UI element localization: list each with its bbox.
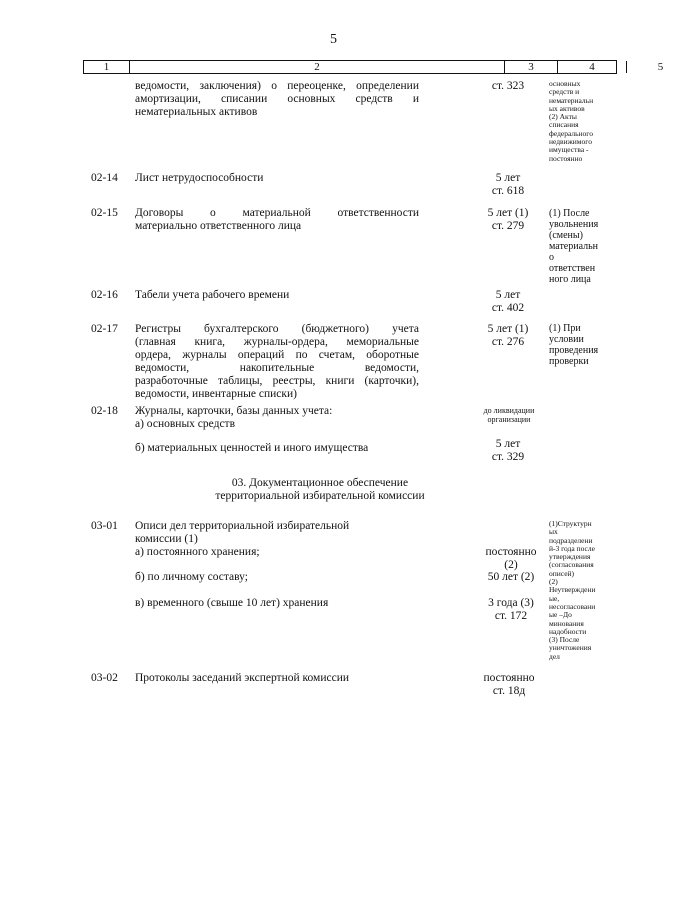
row-period [476, 672, 542, 698]
note-line: ые, [549, 593, 560, 603]
title-line: а) основных средств [135, 418, 236, 430]
period-line: ст. 172 [494, 610, 528, 622]
period-line: постоянно [485, 546, 537, 558]
period-line: ст. 276 [491, 336, 525, 348]
title-line: (главная книга, журналы-ордера, мемориальные [135, 336, 419, 348]
note-line: основных [549, 79, 581, 88]
note-line: проверки [549, 356, 589, 367]
header-col-1: 1 [103, 61, 110, 73]
note-line: федерального [549, 128, 593, 138]
row-code: 02-15 [91, 207, 118, 219]
period-line: 5 лет (1) [487, 207, 529, 219]
row-code: 03-02 [91, 672, 118, 684]
row-code: 02-17 [91, 323, 118, 335]
note-line: (2) Акты [549, 112, 577, 122]
title-line: Договоры о материальной ответственности [135, 207, 419, 219]
section-heading [190, 477, 450, 503]
note-line: надобности [549, 626, 587, 636]
row-note [549, 520, 615, 661]
row-subitem: б) по личному составу; [135, 571, 248, 583]
header-col-4: 4 [589, 61, 595, 73]
title-line: Журналы, карточки, базы данных учета: [135, 405, 333, 417]
note-line: условии [549, 334, 584, 345]
note-line: ые –До [549, 610, 572, 620]
note-line: (1) После [549, 208, 590, 219]
row-period [480, 172, 536, 198]
note-line: ного лица [549, 274, 591, 285]
note-line: несогласовани [549, 601, 596, 611]
note-line: нематериальн [549, 95, 594, 105]
row-title: Лист нетрудоспособности [135, 172, 264, 184]
row-period [474, 406, 544, 424]
row-title [135, 323, 419, 401]
note-line: (3) После [549, 635, 580, 645]
page-number: 5 [330, 32, 337, 47]
note-line: средств и [549, 87, 580, 97]
row-note [549, 208, 615, 285]
header-col-2: 2 [314, 61, 320, 73]
note-line: имущества - [549, 145, 589, 155]
note-line: ответствен [549, 263, 596, 274]
row-note [549, 323, 615, 367]
row-code: 02-16 [91, 289, 118, 301]
title-line: нематериальных активов [135, 106, 258, 118]
note-line: (1)Структурн [549, 519, 592, 528]
note-line: увольнения [549, 219, 599, 230]
row-title [135, 520, 385, 559]
period-line: ст. 279 [491, 220, 525, 232]
note-line: (смены) [549, 230, 583, 241]
title-line: комиссии (1) [135, 533, 198, 545]
row-period [478, 597, 544, 623]
row-period [480, 438, 536, 464]
note-line: списания [549, 120, 579, 130]
table-header-row [83, 60, 664, 74]
period-line: 5 лет [495, 289, 521, 301]
title-line: Регистры бухгалтерского (бюджетного) учета [135, 323, 419, 335]
section-line: 03. Документационное обеспечение [231, 477, 409, 489]
title-line: амортизации, списании основных средств и [135, 93, 419, 105]
note-line: минования [549, 618, 584, 628]
note-line: ых активов [549, 103, 585, 113]
note-line: подразделени [549, 535, 593, 545]
period-line: ст. 618 [491, 185, 525, 197]
title-line: Описи дел территориальной избирательной [135, 520, 350, 532]
row-title [135, 405, 419, 431]
title-line: а) постоянного хранения; [135, 546, 260, 558]
note-line: о [549, 252, 554, 263]
period-line: организации [487, 415, 531, 424]
note-line: ых [549, 527, 558, 537]
period-line: до ликвидации [483, 406, 535, 415]
row-code: 03-01 [91, 520, 118, 532]
header-col-5: 5 [657, 61, 664, 73]
period-line: 5 лет [495, 438, 521, 450]
row-title [135, 207, 419, 233]
period-line: ст. 402 [491, 302, 525, 314]
row-period [480, 207, 536, 233]
note-line: материальн [549, 241, 599, 252]
row-title: Табели учета рабочего времени [135, 289, 290, 301]
note-line: проведения [549, 345, 599, 356]
note-line: (1) При [549, 323, 581, 334]
title-line: ведомости, накопительные ведомости, [135, 362, 419, 374]
note-line: недвижимого [549, 137, 592, 147]
row-code: 02-18 [91, 405, 118, 417]
row-period: 50 лет (2) [487, 571, 535, 583]
row-period [478, 546, 544, 572]
note-line: постоянно [549, 153, 583, 163]
note-line: й-3 года после [549, 543, 595, 553]
continuation-period: ст. 323 [491, 80, 525, 92]
period-line: постоянно [483, 672, 535, 684]
note-line: (2) [549, 577, 558, 587]
row-code: 02-14 [91, 172, 118, 184]
row-title: Протоколы заседаний экспертной комиссии [135, 672, 349, 684]
note-line: утверждения [549, 552, 591, 562]
period-line: ст. 18д [492, 685, 526, 697]
title-line: разработочные таблицы, реестры, книги (карточки), [135, 375, 419, 387]
note-line: описей) [549, 568, 575, 578]
continuation-note [549, 80, 615, 163]
section-line: территориальной избирательной комиссии [215, 490, 425, 502]
period-line: 3 года (3) [488, 597, 534, 609]
period-line: 5 лет (1) [487, 323, 529, 335]
row-subitem: б) материальных ценностей и иного имущества [135, 442, 369, 454]
period-line: ст. 329 [491, 451, 525, 463]
note-line: Неутверждени [549, 585, 596, 595]
title-line: материально ответственного лица [135, 220, 302, 232]
note-line: уничтожения [549, 643, 592, 653]
row-period [480, 323, 536, 349]
note-line: дел [549, 651, 560, 661]
row-period [480, 289, 536, 315]
period-line: (2) [504, 559, 518, 571]
row-subitem: в) временного (свыше 10 лет) хранения [135, 597, 329, 609]
header-col-3: 3 [528, 61, 534, 73]
continuation-title [135, 80, 419, 119]
period-line: 5 лет [495, 172, 521, 184]
title-line: ордера, журналы операций по счетам, оборотные [135, 349, 419, 361]
title-line: ведомости, заключения) о переоценке, определении [135, 80, 419, 92]
title-line: ведомости, инвентарные списки) [135, 388, 297, 400]
note-line: (согласования [549, 560, 594, 570]
